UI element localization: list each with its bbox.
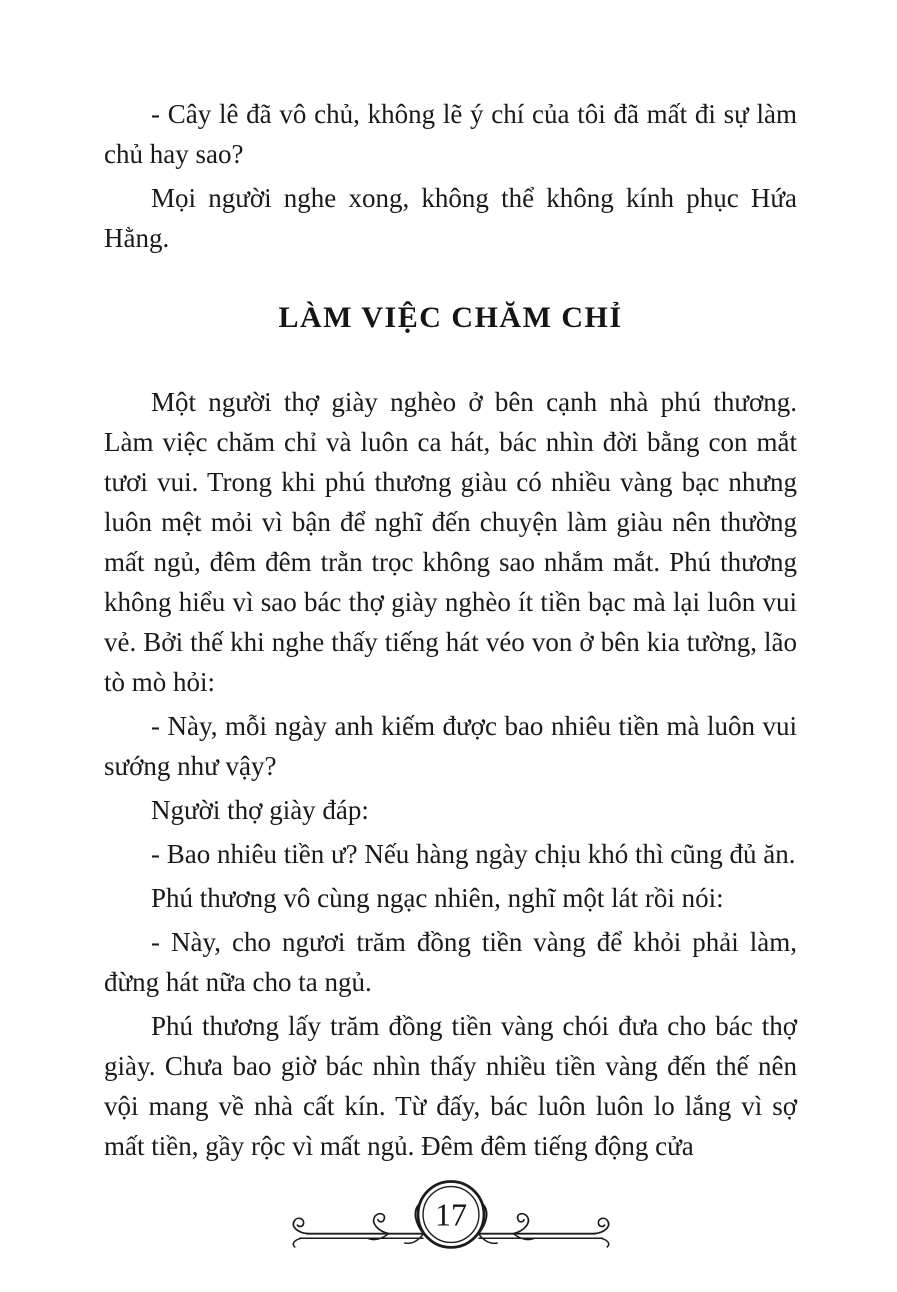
story-paragraph: Một người thợ giày nghèo ở bên cạnh nhà phú thương. Làm việc chăm chỉ và luôn ca hát, bác nhìn đời bằng con mắt tươi vui. Trong khi phú thương giàu có nhiều vàng bạc nhưng luôn mệt mỏi vì bận để nghĩ đến chuyện làm giàu nên thường mất ngủ, đêm đêm trằn trọc không sao nhắm mắt. Phú thương không hiểu vì sao bác thợ giày nghèo ít tiền bạc mà lại luôn vui vẻ. Bởi thế khi nghe thấy tiếng hát véo von ở bên kia tường, lão tò mò hỏi: [104, 387, 797, 697]
ornament-flourish-right [473, 1202, 608, 1247]
page-number: 17 [434, 1196, 467, 1233]
intro-paragraph: - Cây lê đã vô chủ, không lẽ ý chí của tôi đã mất đi sự làm chủ hay sao? [104, 99, 797, 169]
intro-paragraph: Mọi người nghe xong, không thể không kính phục Hứa Hằng. [104, 183, 797, 253]
page-number-ornament-icon [286, 1176, 616, 1263]
section-title: LÀM VIỆC CHĂM CHỈ [278, 301, 623, 334]
story-paragraph: - Này, cho ngươi trăm đồng tiền vàng để khỏi phải làm, đừng hát nữa cho ta ngủ. [104, 927, 797, 997]
story-paragraph: Phú thương lấy trăm đồng tiền vàng chói đưa cho bác thợ giày. Chưa bao giờ bác nhìn thấy nhiều tiền vàng đến thế nên vội mang về nhà cất kín. Từ đấy, bác luôn luôn lo lắng vì sợ mất tiền, gầy rộc vì mất ngủ. Đêm đêm tiếng động cửa [104, 1011, 797, 1161]
story-paragraph: - Này, mỗi ngày anh kiếm được bao nhiêu tiền mà luôn vui sướng như vậy? [104, 711, 797, 781]
story-paragraph: - Bao nhiêu tiền ư? Nếu hàng ngày chịu khó thì cũng đủ ăn. [151, 839, 796, 869]
ornament-flourish-left [293, 1202, 428, 1247]
page-footer [104, 1176, 797, 1263]
story-paragraph: Người thợ giày đáp: [151, 795, 369, 825]
story-paragraph: Phú thương vô cùng ngạc nhiên, nghĩ một lát rồi nói: [151, 883, 724, 913]
